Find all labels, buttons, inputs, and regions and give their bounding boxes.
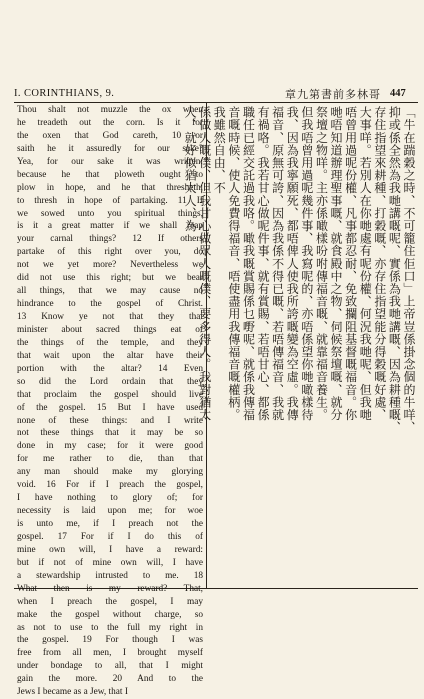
english-line: because he that ploweth ought to [17,169,203,180]
chinese-column: 「牛在踹穀之時、不可籠住佢口」上帝豈係掛念個的牛咩、 [402,106,416,434]
english-line: a stewardship intrusted to me. 18 [17,570,203,581]
chinese-column: 抑或係全然為我哋講嘅呢、實係為我哋講嘅、因為耕種嘅、 [387,106,402,434]
chinese-column: 有禍咯。我若甘心做呢件事、就有賞賜、若唔甘心、都係 [256,106,271,421]
english-line: is unto me, if I preach not the [17,519,203,529]
header-rule [14,102,418,103]
chinese-column: 存住指望來耕種、打穀嘅、亦存住指望能分得穀嘅好處、 [372,106,387,421]
chinese-column: 但我唔曾用過呢幾件事、我寫呢的、亦唔係望你哋噉樣待 [299,106,314,421]
english-line: that proclaim the gospel should live [17,389,203,400]
english-line: plow in hope, and he that thresheth, [17,182,203,193]
chinese-column: 我、因為我寧願死、都唔俾人使我所誇嘅變為空虛。我傳 [285,106,300,421]
english-line: but if not of mine own will, I have [17,557,203,568]
english-line: the oxen that God careth, 10 or [17,130,203,141]
english-line: he treadeth out the corn. Is it for [17,117,203,128]
english-line: of the gospel. 15 But I have used [17,402,203,413]
english-line: is it a great matter if we shall reap [17,221,203,232]
chinese-column: 祭壇之物咩。主亦係噉樣吩咐傳福音嘅、就靠福音養生。 [314,106,329,421]
english-line: mine own will, I have a reward: [17,544,203,555]
chinese-column: 唔曾用過呢份權、凡事都忍耐、免致攔阻基督嘅福音。你 [343,106,358,421]
english-line: for me rather to die, than that [17,454,203,465]
chinese-column: 職任已經交託過我咯。噉我嘅賞賜係乜嘢呢、就係我傳福 [241,106,256,421]
english-line: void. 16 For if I preach the gospel, [17,480,203,491]
english-line: Jews I became as a Jew, that I [17,687,128,698]
chinese-column: 我雖然自由、不 [212,106,227,195]
english-line: I have nothing to glory of; for [17,493,203,504]
english-line: gain the more. 20 And to the [17,674,203,685]
english-line: done in my case; for it were good [17,441,203,452]
chinese-column: 大事咩。若別人在你哋處有呢份權、何況我哋呢、但我哋 [358,106,373,421]
english-line: that wait upon the altar have their [17,350,203,361]
english-line: the things of the temple, and they [17,337,203,348]
english-line: any man should make my glorying [17,467,203,478]
english-line: not these things that it may be so [17,428,203,439]
english-line: 13 Know ye not that they that [17,312,203,322]
chinese-column: 音嘅時候、使人免費得福音、唔使盡用我傳福音嘅權柄。 [226,106,241,421]
english-line: necessity is laid upon me; for woe [17,506,203,517]
english-line: did not use this right; but we bear [17,273,203,284]
chinese-column: 係做人嘅僕、但我甘心做眾人嘅僕、要多得人。我對猶太 [197,106,212,421]
running-head-english: I. CORINTHIANS, 9. [14,88,115,99]
english-line: to thresh in hope of partaking. 11 If [17,195,203,206]
english-line: Thou shalt not muzzle the ox when [17,105,203,115]
english-line: Yea, for our sake it was written: [17,156,203,167]
chinese-column: 哋唔知道辦理聖事嘅、就食殿中之物、伺候祭壇嘅、就分 [329,106,344,421]
english-line: when I preach the gospel, I may [17,596,203,607]
english-line: free from all men, I brought myself [17,648,203,659]
english-line: minister about sacred things eat of [17,324,203,335]
english-line: so did the Lord ordain that they [17,376,203,387]
english-line: not we yet more? Nevertheless we [17,260,203,271]
english-line: make the gospel without charge, so [17,609,203,620]
english-text-column [17,104,203,698]
chinese-column: 人、就好似猶太人、為 [183,106,198,232]
english-line: none of these things: and I write [17,415,203,426]
running-head-chinese: 章九第書前多林哥 [285,88,381,101]
english-line: What then is my reward? That, [17,583,203,594]
english-line: under bondage to all, that I might [17,661,203,672]
english-line: saith he it assuredly for our sake? [17,143,203,154]
english-line: gospel. 17 For if I do this of [17,531,203,542]
english-line: all things, that we may cause no [17,286,203,297]
english-line: as not to use to the full my right in [17,622,203,633]
english-line: we sowed unto you spiritual things, [17,208,203,219]
english-line: your carnal things? 12 If others [17,234,203,245]
chinese-column: 福音、原無可誇、因為我係不得已嘅、若唔傳福音、我就 [270,106,285,421]
english-line: hindrance to the gospel of Christ. [17,299,203,310]
english-line: portion with the altar? 14 Even [17,363,203,374]
english-line: partake of this right over you, do [17,247,203,258]
english-line: the gospel. 19 For though I was [17,635,203,646]
chinese-text-column [183,106,416,584]
page-number: 447 [390,88,406,99]
